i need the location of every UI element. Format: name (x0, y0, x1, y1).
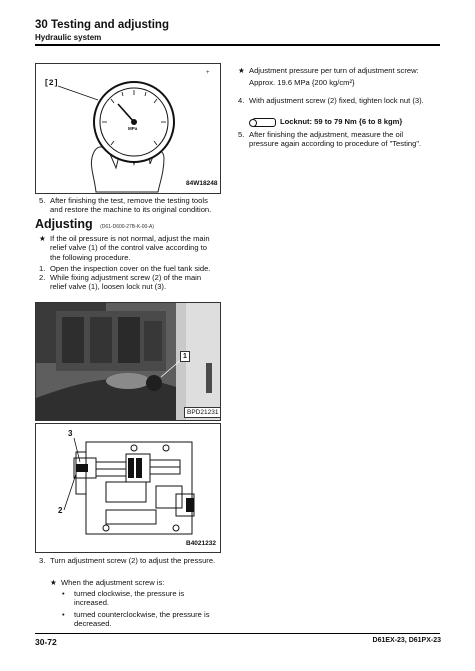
note-text: When the adjustment screw is: (61, 578, 165, 587)
locknut-text: Locknut: 59 to 79 Nm {6 to 8 kgm} (280, 117, 403, 126)
bullet-text: turned clockwise, the pressure is increased. (74, 589, 185, 608)
step-4 (238, 96, 428, 105)
page-number: 30-72 (35, 637, 57, 647)
approx-value: Approx. 19.6 MPa {200 kg/cm²} (249, 78, 355, 88)
note-text: If the oil pressure is not normal, adjust the main relief valve (1) of the control valve according to the following procedure. (50, 234, 210, 262)
star-icon: ★ (238, 66, 245, 75)
drawing-illustration (36, 424, 220, 552)
figure-code: B4021232 (186, 540, 216, 547)
figure-relief-valve-drawing (35, 423, 221, 553)
step-number: 5. (39, 196, 46, 205)
label-lock-nut: 3 (68, 429, 73, 438)
section-subtitle: Hydraulic system (35, 33, 102, 42)
step-number: 3. (39, 556, 46, 565)
note-text: Adjustment pressure per turn of adjustment screw: (249, 66, 419, 75)
bullet-icon: • (62, 589, 65, 598)
model-name: D61EX-23, D61PX-23 (372, 637, 441, 644)
step-5-right (238, 130, 428, 149)
photo-illustration (36, 303, 220, 420)
bullet-icon: • (62, 610, 65, 619)
heading-code: (D61-D600-27B-K-00-A) (100, 224, 155, 230)
bullet-clockwise (62, 589, 220, 608)
adjusting-heading (35, 215, 154, 233)
note-adjustment-pressure (238, 66, 428, 88)
step-2 (39, 273, 219, 292)
figure-relief-valve-photo (35, 302, 221, 421)
wrench-icon (252, 118, 276, 127)
step-3 (39, 556, 219, 565)
step-number: 4. (238, 96, 245, 105)
section-title: 30 Testing and adjusting (35, 19, 169, 31)
figure-gauge (35, 63, 221, 194)
step-text: With adjustment screw (2) fixed, tighten lock nut (3). (249, 96, 424, 105)
locknut-torque (252, 117, 432, 127)
figure-label: 1 (180, 351, 190, 362)
step-text: Open the inspection cover on the fuel tank side. (50, 264, 211, 273)
label-adjustment-screw: 2 (58, 506, 63, 515)
step-number: 5. (238, 130, 245, 139)
step-number: 1. (39, 264, 46, 273)
footer-rule (35, 633, 440, 634)
bullet-text: turned counterclockwise, the pressure is decreased. (74, 610, 210, 629)
bullet-counterclockwise (62, 610, 220, 629)
svg-text:+: + (206, 70, 210, 76)
figure-code: 84W18248 (186, 180, 218, 187)
figure-label: [2] (44, 79, 59, 88)
step-text: After finishing the test, remove the testing tools and restore the machine to its original condition. (50, 196, 212, 215)
note-star-2 (50, 578, 220, 587)
step-text: While fixing adjustment screw (2) of the main relief valve (1), loosen lock nut (3). (50, 273, 202, 292)
step-1 (39, 264, 219, 273)
star-icon: ★ (50, 578, 57, 587)
star-icon: ★ (39, 234, 46, 243)
header-rule (35, 44, 440, 46)
step-5-left (39, 196, 219, 215)
figure-code: BPD21231 (184, 407, 221, 418)
step-text: Turn adjustment screw (2) to adjust the pressure. (50, 556, 216, 565)
note-star-1 (39, 234, 219, 262)
step-text: After finishing the adjustment, measure the oil pressure again according to procedure of "Testing". (249, 130, 422, 149)
gauge-unit-text: MPa (128, 126, 138, 131)
heading-text: Adjusting (35, 217, 93, 231)
step-number: 2. (39, 273, 46, 282)
